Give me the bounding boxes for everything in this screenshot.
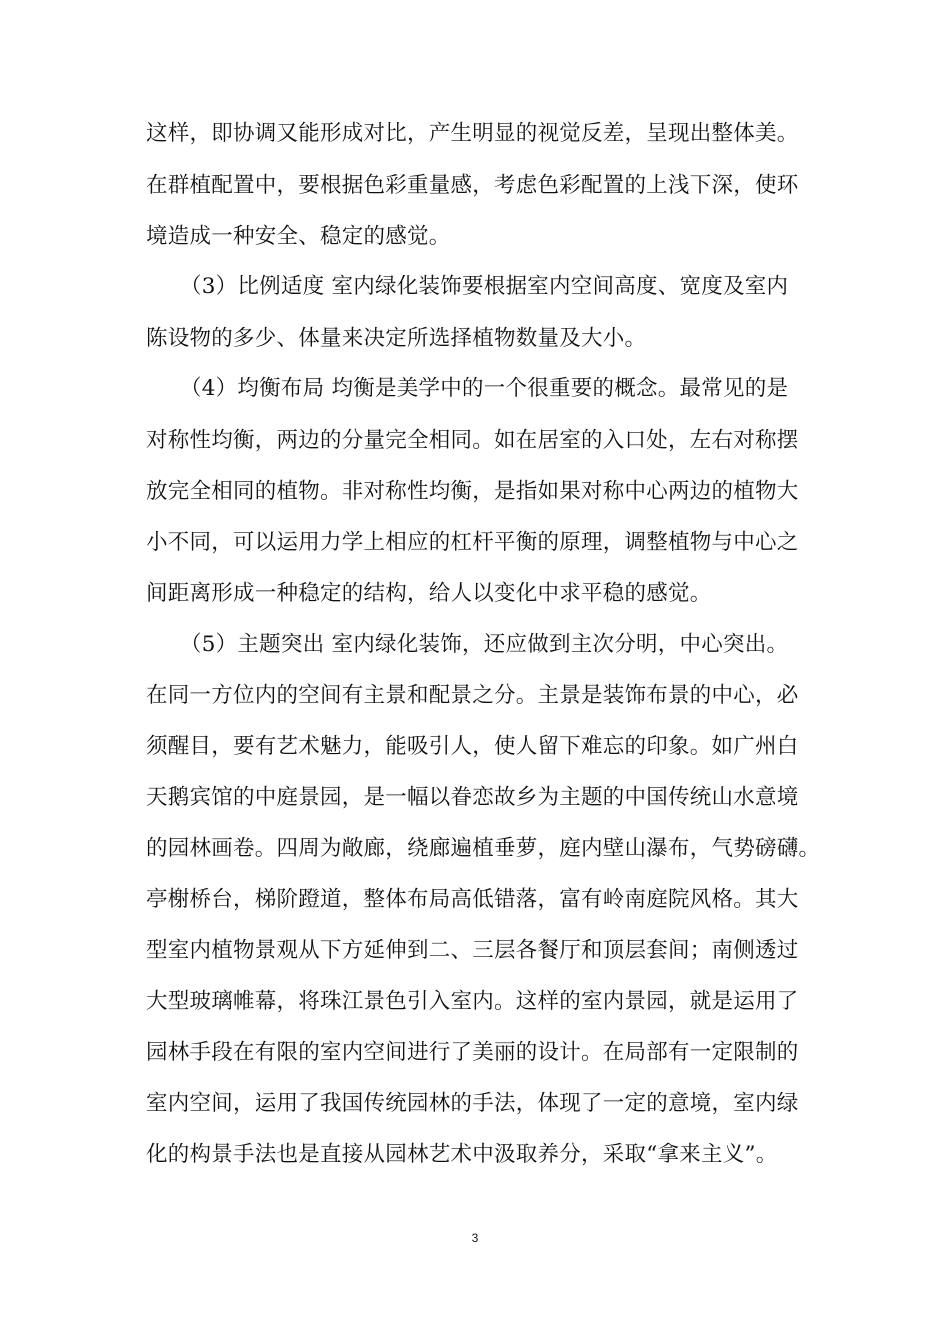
paragraph-3-heading-line: （3）比例适度 室内绿化装饰要根据室内空间高度、宽度及室内 (180, 274, 789, 299)
body-text-line: 小不同，可以运用力学上相应的杠杆平衡的原理，调整植物与中心之 (146, 530, 799, 555)
body-text-line: 须醒目，要有艺术魅力，能吸引人，使人留下难忘的印象。如广州白 (146, 734, 799, 759)
body-text-line: 室内空间，运用了我国传统园林的手法，体现了一定的意境，室内绿 (146, 1091, 799, 1116)
body-text-line: 间距离形成一种稳定的结构，给人以变化中求平稳的感觉。 (146, 581, 712, 606)
body-text-line: 化的构景手法也是直接从园林艺术中汲取养分，采取“拿来主义”。 (146, 1142, 778, 1167)
body-text-line: 放完全相同的植物。非对称性均衡，是指如果对称中心两边的植物大 (146, 479, 799, 504)
body-text-line: 境造成一种安全、稳定的感觉。 (146, 224, 451, 249)
page-number: 3 (471, 1231, 479, 1245)
body-text-line: 园林手段在有限的室内空间进行了美丽的设计。在局部有一定限制的 (146, 1040, 799, 1065)
body-text-line: 天鹅宾馆的中庭景园，是一幅以眷恋故乡为主题的中国传统山水意境 (146, 785, 799, 810)
body-text-line: 亭榭桥台，梯阶蹬道，整体布局高低错落，富有岭南庭院风格。其大 (146, 887, 799, 912)
body-text-line: 在群植配置中，要根据色彩重量感，考虑色彩配置的上浅下深，使环 (146, 173, 799, 198)
body-text-line: 陈设物的多少、体量来决定所选择植物数量及大小。 (146, 326, 647, 351)
body-text-line: 大型玻璃帷幕，将珠江景色引入室内。这样的室内景园，就是运用了 (146, 989, 799, 1014)
body-text-line: 的园林画卷。四周为敞廊，绕廊遍植垂萝，庭内壁山瀑布，气势磅礴。 (146, 836, 821, 861)
body-text-line: 这样，即协调又能形成对比，产生明显的视觉反差，呈现出整体美。 (146, 121, 799, 146)
body-text-line: 在同一方位内的空间有主景和配景之分。主景是装饰布景的中心，必 (146, 683, 799, 708)
body-text-line: 型室内植物景观从下方延伸到二、三层各餐厅和顶层套间；南侧透过 (146, 938, 799, 963)
paragraph-4-heading-line: （4）均衡布局 均衡是美学中的一个很重要的概念。最常见的是 (180, 376, 789, 401)
body-text-line: 对称性均衡，两边的分量完全相同。如在居室的入口处，左右对称摆 (146, 428, 799, 453)
paragraph-5-heading-line: （5）主题突出 室内绿化装饰，还应做到主次分明，中心突出。 (180, 632, 789, 657)
